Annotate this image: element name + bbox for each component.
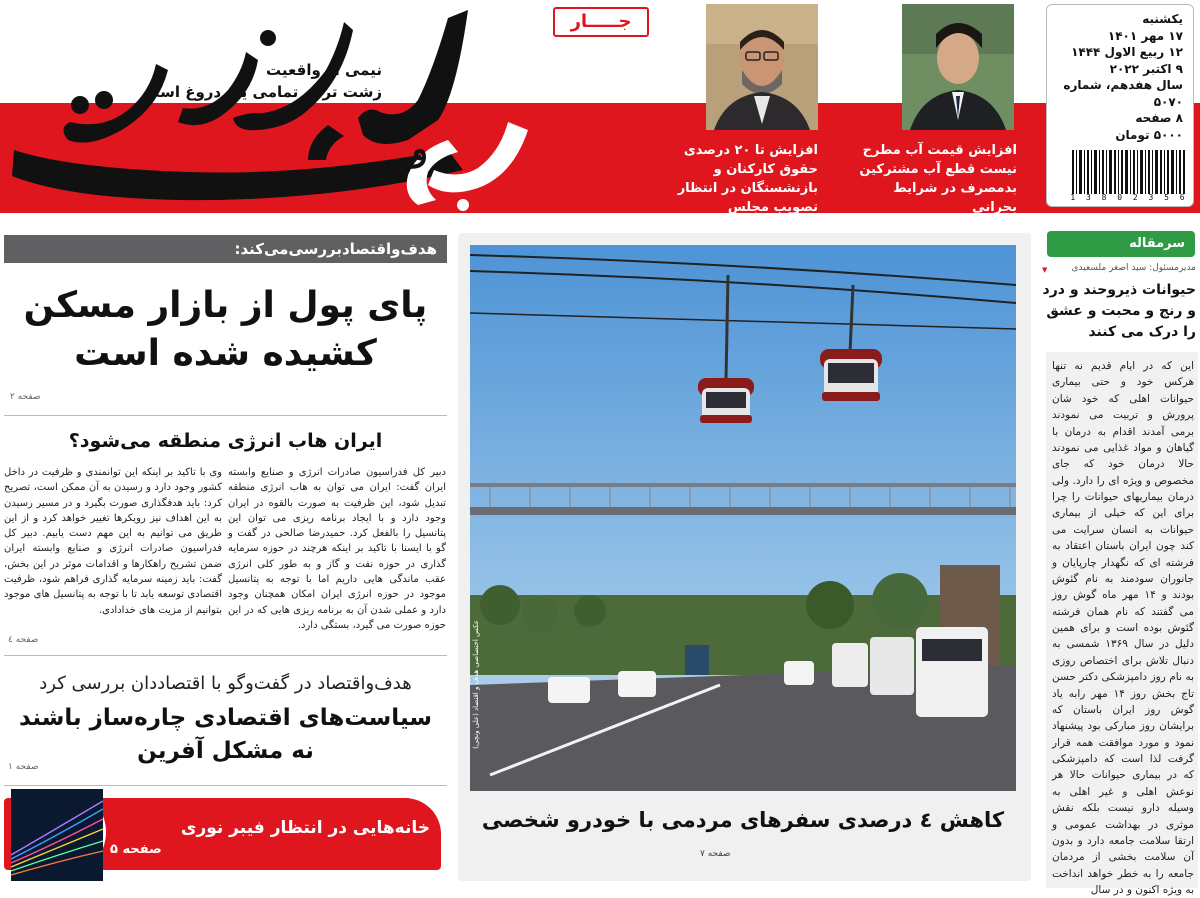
editorial-body: این که در ایام قدیم نه تنها هرکس خود و حتی بیماری حیوانات اهلی که خود شان پرورش و تربیت می نمودند برمی آمدند اقدام به درمان با گیاهان و مواد غذایی می نمودند حالا درمان خود که جای مخصوص و ویژه ای را دارد. ولی درمان بیماریهای حیوانات را چرا برای این که خیلی از بیماری حیوانات به انسان سرایت می کند چون ایران باستان اعتقاد به فرشته ای که نگهدار چارپایان و جانوران سودمند به نام گئوش بودند و ۱۴ مهر ماه گوش روز می گفتند که نام همان فرشته گئوش بوده است و برای همین دلیل در سال ۱۳۶۹ شمسی به دنبال تلاش برای اختصاص روزی به نام روز دامپزشکی دکتر حسن تاج بخش روز ۱۴ مهر رابه یاد گوش روز ایران باستان که برایشان روز مبارکی بود پیشنهاد نمود و مورد موافقت همه قرار گرفت لذا است که دامپزشکی که در بیماری حیوانات حالا هر نوعش اهلی و غیر اهلی به وسیله دارو نیست بلکه نقش موثری در بهداشت عمومی و ارتقا سلامت جامعه دارد و بدون آن سلامت بخشی از مردمان جامعه را به خطر خواهد انداخت به ویژه اکنون و در سال — [1052, 360, 1194, 896]
newspaper-logo — [8, 0, 478, 222]
fiber-optic-page: صفحه ۵ — [110, 842, 162, 857]
editorial-badge: سرمقاله — [1047, 231, 1195, 257]
fiber-optic-image — [14, 786, 106, 878]
divider — [4, 785, 447, 786]
energy-hub-body-left: وی با تاکید بر اینکه این توانمندی و ظرفیت در داخل کشور وجود دارد و رسیدن به آن ممکن است، تصریح کرد: باید هدفگذاری صورت بگیرد و در مسیر رسیدن به این اهداف نیز رویکرها تغییر خواهد کرد و از این طریق می توانیم به این مهم دست یابیم. دبیر کل فدراسیون صادرات انرژی و صنایع وابسته ایران ضمن تشریح راهکارها و اقدامات موثر در این بخش، گفت: باید زمینه سرمایه گذاری فراهم شود، ظرفیت اقتصادی توسعه یابد تا با توجه به پتانسیل های موجود بتوانیم از مزیت های خدادادی. — [4, 467, 222, 616]
jaar-badge[interactable]: جـــــار — [553, 7, 649, 37]
head-story-water-page: صفحه ٤ — [983, 219, 1017, 231]
divider — [4, 655, 447, 656]
masthead-tagline — [112, 60, 382, 104]
logo-graphic — [8, 0, 478, 222]
editorial-headline[interactable]: حیوانات ذیروحند و درد و رنج و محبت و عشق را درک می کنند — [1042, 282, 1196, 340]
energy-hub-body-right: دبیر کل فدراسیون صادرات انرژی و صنایع وابسته ایران گفت: ایران می توان به هاب انرژی منطقه تبدیل شود، این ظرفیت به صورت بالقوه در ایران وجود دارد و با ایجاد برنامه ریزی می توان این پتانسیل را بالفعل کرد. حمیدرضا صالحی در گفت و گو با ایسنا با تاکید بر اینکه هرچند در حوزه سرمایه گذاری در حوزه نفت و گاز و به طور کلی انرژی عقب ماندگی هایی داریم اما با توجه به پتانسیل موجود در حوزه انرژی ایران امکان همچنان وجود دارد و عملی شدن آن به برنامه ریزی هایی که در این حوزه صورت می گیرد، بستگی دارد. — [228, 467, 446, 631]
energy-hub-headline[interactable]: ایران هاب انرژی منطقه می‌شود؟ — [68, 430, 383, 452]
issue-date-gregorian: ۹ اکتبر ۲۰۲۲ — [1109, 61, 1183, 76]
barcode-icon — [1070, 150, 1188, 194]
barcode-number: 1 3 8 0 2 3 5 6 — [1070, 193, 1188, 202]
lead-story-headline[interactable]: پای پول از بازار مسکن کشیده شده است — [23, 285, 428, 374]
issue-pages: ۸ صفحه — [1135, 111, 1183, 126]
tagline-line-2: زشت تر از تمامی یک دروغ است — [144, 82, 382, 101]
issue-weekday: یکشنبه — [1142, 12, 1183, 26]
tagline-line-1: نیمی از واقعیت — [266, 61, 382, 79]
head-story-salary-page: صفحه ۲ — [784, 219, 818, 231]
head-story-water[interactable] — [852, 142, 1017, 233]
lead-story-page: صفحه ۲ — [10, 392, 41, 402]
cable-car-photo[interactable] — [470, 245, 1016, 791]
issue-year-number: سال هفدهم، شماره ۵۰۷۰ — [1063, 78, 1183, 109]
divider — [4, 415, 447, 416]
issue-price: ۵۰۰۰ تومان — [1115, 127, 1183, 142]
fiber-optic-title: خانه‌هایی در انتظار فیبر نوری — [180, 818, 430, 838]
head-story-water-text: افزایش قیمت آب مطرح نیست قطع آب مشترکین بدمصرف در شرایط بحرانی — [859, 143, 1017, 215]
econ-policy-page: صفحه ۱ — [8, 762, 39, 772]
svg-text:و: و — [411, 129, 428, 169]
portrait-photo-salary — [706, 4, 818, 130]
triangle-bullet-icon: ▼ — [1042, 266, 1048, 274]
head-story-salary-text: افزایش تا ۲۰ درصدی حقوق کارکنان و بازنشستگان در انتظار تصویب مجلس — [677, 143, 818, 215]
main-photo-page: صفحه ۷ — [700, 849, 731, 859]
econ-policy-headline[interactable]: سیاست‌های اقتصادی چاره‌ساز باشند نه مشکل آفرین — [19, 705, 432, 765]
issue-date-solar: ۱۷ مهر ۱۴۰۱ — [1107, 28, 1183, 43]
energy-hub-page: صفحه ٤ — [8, 635, 39, 645]
editorial-author: مدیرمسئول: سید اصغر ملسعیدی — [1071, 263, 1196, 273]
lead-story-kicker-bar: هدف‌واقتصاد‌بررسی‌می‌کند: — [4, 235, 447, 263]
portrait-photo-water — [902, 4, 1014, 130]
econ-policy-subtitle: هدف‌واقتصاد در گفت‌وگو با اقتصاددان بررسی کرد — [39, 673, 412, 694]
photo-credit: عکس اختصاصی هدف و اقتصاد (علی ونچی) — [472, 620, 480, 749]
head-story-salary[interactable] — [660, 142, 818, 233]
main-photo-caption[interactable]: کاهش ٤ درصدی سفرهای مردمی با خودرو شخصی — [481, 808, 1005, 832]
issue-date-lunar: ۱۲ ربیع الاول ۱۴۴۴ — [1071, 45, 1183, 60]
